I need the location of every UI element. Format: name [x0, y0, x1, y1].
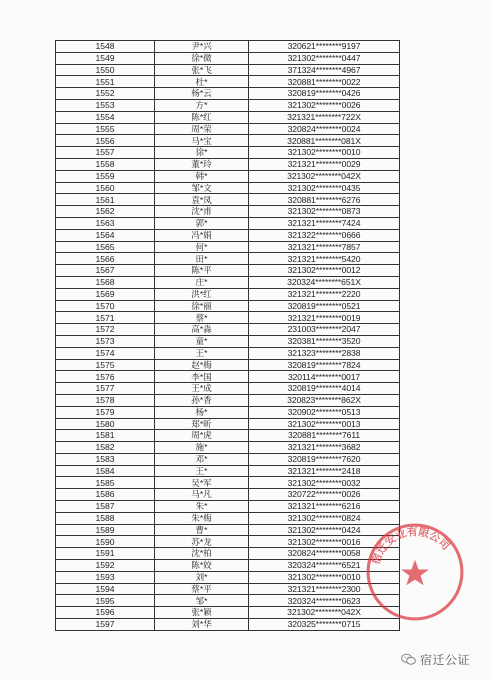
- row-name: 施*: [155, 442, 249, 454]
- table-row: [56, 536, 400, 548]
- table-row: [56, 548, 400, 560]
- row-number: 1596: [56, 607, 155, 619]
- row-id-number: 231003********2047: [249, 324, 400, 336]
- row-id-number: 320824********0024: [249, 123, 400, 135]
- row-id-number: 321321********2418: [249, 465, 400, 477]
- roster-table: [55, 40, 400, 631]
- table-row: [56, 418, 400, 430]
- row-id-number: 321321********2300: [249, 583, 400, 595]
- row-name: 田*: [155, 253, 249, 265]
- row-name: 徐*丽: [155, 300, 249, 312]
- row-id-number: 320823********862X: [249, 394, 400, 406]
- watermark: [401, 650, 470, 668]
- row-name: 王*成: [155, 383, 249, 395]
- row-id-number: 321321********7424: [249, 217, 400, 229]
- row-id-number: 320324********0623: [249, 595, 400, 607]
- row-number: 1551: [56, 76, 155, 88]
- row-number: 1597: [56, 619, 155, 631]
- row-id-number: 321302********0012: [249, 265, 400, 277]
- table-row: [56, 442, 400, 454]
- table-row: [56, 206, 400, 218]
- row-name: 郭*: [155, 217, 249, 229]
- row-name: 陈*姣: [155, 560, 249, 572]
- row-id-number: 320325********0715: [249, 619, 400, 631]
- row-name: 高*淼: [155, 324, 249, 336]
- row-name: 李*国: [155, 371, 249, 383]
- row-number: 1554: [56, 111, 155, 123]
- table-row: [56, 359, 400, 371]
- table-row: [56, 347, 400, 359]
- table-row: [56, 288, 400, 300]
- row-id-number: 320324********651X: [249, 276, 400, 288]
- table-row: [56, 241, 400, 253]
- row-id-number: 320381********3520: [249, 335, 400, 347]
- row-name: 何*: [155, 241, 249, 253]
- row-number: 1588: [56, 512, 155, 524]
- row-name: 曹*: [155, 524, 249, 536]
- table-row: [56, 135, 400, 147]
- row-number: 1572: [56, 324, 155, 336]
- row-id-number: 321321********6216: [249, 501, 400, 513]
- table-row: [56, 607, 400, 619]
- row-id-number: 320819********7620: [249, 453, 400, 465]
- table-row: [56, 501, 400, 513]
- row-name: 张*飞: [155, 64, 249, 76]
- row-name: 赵*梅: [155, 359, 249, 371]
- row-id-number: 371324********4967: [249, 64, 400, 76]
- row-id-number: 321302********0016: [249, 536, 400, 548]
- row-name: 张*颖: [155, 607, 249, 619]
- row-name: 陈*红: [155, 111, 249, 123]
- row-name: 庄*: [155, 276, 249, 288]
- table-row: [56, 88, 400, 100]
- table-row: [56, 147, 400, 159]
- table-row: [56, 170, 400, 182]
- row-id-number: 321302********0013: [249, 418, 400, 430]
- row-number: 1553: [56, 99, 155, 111]
- row-number: 1565: [56, 241, 155, 253]
- row-id-number: 320824********0058: [249, 548, 400, 560]
- row-number: 1569: [56, 288, 155, 300]
- table-row: [56, 324, 400, 336]
- row-number: 1549: [56, 52, 155, 64]
- table-row: [56, 52, 400, 64]
- row-number: 1578: [56, 394, 155, 406]
- row-id-number: 321321********2220: [249, 288, 400, 300]
- row-id-number: 321302********0032: [249, 477, 400, 489]
- row-number: 1558: [56, 158, 155, 170]
- row-number: 1595: [56, 595, 155, 607]
- row-number: 1576: [56, 371, 155, 383]
- row-name: 周*虎: [155, 430, 249, 442]
- row-number: 1561: [56, 194, 155, 206]
- row-number: 1583: [56, 453, 155, 465]
- table-row: [56, 64, 400, 76]
- row-name: 吴*军: [155, 477, 249, 489]
- table-row: [56, 383, 400, 395]
- row-name: 王*: [155, 347, 249, 359]
- row-name: 杨*: [155, 406, 249, 418]
- row-name: 尹*兴: [155, 41, 249, 53]
- row-id-number: 320881********081X: [249, 135, 400, 147]
- table-row: [56, 512, 400, 524]
- table-row: [56, 182, 400, 194]
- row-id-number: 321323********2838: [249, 347, 400, 359]
- row-id-number: 320621********9197: [249, 41, 400, 53]
- row-name: 杨*云: [155, 88, 249, 100]
- table-row: [56, 583, 400, 595]
- seal-text: 宿迁安业有限公司: [369, 525, 453, 567]
- watermark-label: 宿迁公证: [420, 652, 471, 667]
- row-name: 沈*甫: [155, 206, 249, 218]
- row-number: 1552: [56, 88, 155, 100]
- row-name: 马*凡: [155, 489, 249, 501]
- row-id-number: 321302********0010: [249, 147, 400, 159]
- row-id-number: 321321********0029: [249, 158, 400, 170]
- row-name: 徐*: [155, 147, 249, 159]
- row-name: 袁*凤: [155, 194, 249, 206]
- row-number: 1591: [56, 548, 155, 560]
- table-row: [56, 406, 400, 418]
- row-id-number: 320819********4014: [249, 383, 400, 395]
- row-number: 1566: [56, 253, 155, 265]
- row-name: 刘*华: [155, 619, 249, 631]
- table-row: [56, 619, 400, 631]
- row-name: 韩*: [155, 170, 249, 182]
- row-id-number: 321322********0666: [249, 229, 400, 241]
- row-name: 郑*昕: [155, 418, 249, 430]
- row-id-number: 321302********0824: [249, 512, 400, 524]
- row-name: 蔡*: [155, 312, 249, 324]
- row-number: 1562: [56, 206, 155, 218]
- row-id-number: 320324********6521: [249, 560, 400, 572]
- row-id-number: 321302********0424: [249, 524, 400, 536]
- row-number: 1564: [56, 229, 155, 241]
- table-row: [56, 571, 400, 583]
- table-row: [56, 465, 400, 477]
- row-number: 1577: [56, 383, 155, 395]
- row-number: 1568: [56, 276, 155, 288]
- row-number: 1550: [56, 64, 155, 76]
- row-id-number: 321302********042X: [249, 607, 400, 619]
- row-number: 1586: [56, 489, 155, 501]
- table-row: [56, 430, 400, 442]
- row-number: 1587: [56, 501, 155, 513]
- row-number: 1590: [56, 536, 155, 548]
- row-name: 董*玲: [155, 158, 249, 170]
- row-name: 童*: [155, 335, 249, 347]
- row-number: 1594: [56, 583, 155, 595]
- row-number: 1585: [56, 477, 155, 489]
- row-name: 马*宝: [155, 135, 249, 147]
- table-row: [56, 453, 400, 465]
- table-row: [56, 217, 400, 229]
- row-id-number: 321302********0026: [249, 99, 400, 111]
- row-number: 1579: [56, 406, 155, 418]
- row-id-number: 320114********0017: [249, 371, 400, 383]
- row-number: 1563: [56, 217, 155, 229]
- row-name: 苏*龙: [155, 536, 249, 548]
- row-number: 1574: [56, 347, 155, 359]
- wechat-icon: [401, 653, 416, 666]
- row-number: 1593: [56, 571, 155, 583]
- table-row: [56, 41, 400, 53]
- row-id-number: 321321********5420: [249, 253, 400, 265]
- row-id-number: 320881********6276: [249, 194, 400, 206]
- roster-body: [56, 41, 400, 631]
- table-row: [56, 371, 400, 383]
- row-name: 洪*红: [155, 288, 249, 300]
- row-id-number: 320881********7611: [249, 430, 400, 442]
- row-number: 1584: [56, 465, 155, 477]
- table-row: [56, 394, 400, 406]
- table-row: [56, 595, 400, 607]
- star-icon: [401, 560, 429, 586]
- row-number: 1570: [56, 300, 155, 312]
- row-id-number: 321302********0435: [249, 182, 400, 194]
- company-seal: [364, 521, 466, 623]
- row-id-number: 321321********0019: [249, 312, 400, 324]
- table-row: [56, 76, 400, 88]
- row-id-number: 321321********3682: [249, 442, 400, 454]
- row-name: 冯*娟: [155, 229, 249, 241]
- row-name: 徐*微: [155, 52, 249, 64]
- row-name: 朱*: [155, 501, 249, 513]
- row-number: 1592: [56, 560, 155, 572]
- row-id-number: 320819********7824: [249, 359, 400, 371]
- row-number: 1575: [56, 359, 155, 371]
- table-row: [56, 229, 400, 241]
- row-number: 1548: [56, 41, 155, 53]
- table-row: [56, 253, 400, 265]
- row-name: 王*: [155, 465, 249, 477]
- table-row: [56, 489, 400, 501]
- row-id-number: 321302********0010: [249, 571, 400, 583]
- table-row: [56, 335, 400, 347]
- row-name: 邹*: [155, 595, 249, 607]
- row-name: 杜*: [155, 76, 249, 88]
- row-name: 周*荣: [155, 123, 249, 135]
- row-name: 刘*: [155, 571, 249, 583]
- table-row: [56, 111, 400, 123]
- row-id-number: 320902********0513: [249, 406, 400, 418]
- row-id-number: 320722********0026: [249, 489, 400, 501]
- table-row: [56, 265, 400, 277]
- row-id-number: 320819********0521: [249, 300, 400, 312]
- row-name: 朱*梅: [155, 512, 249, 524]
- row-id-number: 320881********0022: [249, 76, 400, 88]
- row-number: 1571: [56, 312, 155, 324]
- row-number: 1589: [56, 524, 155, 536]
- row-name: 邹*文: [155, 182, 249, 194]
- table-row: [56, 477, 400, 489]
- row-id-number: 321302********0447: [249, 52, 400, 64]
- row-name: 孙*香: [155, 394, 249, 406]
- table-row: [56, 312, 400, 324]
- row-number: 1573: [56, 335, 155, 347]
- row-number: 1582: [56, 442, 155, 454]
- row-number: 1580: [56, 418, 155, 430]
- table-row: [56, 276, 400, 288]
- row-number: 1567: [56, 265, 155, 277]
- row-id-number: 321321********7857: [249, 241, 400, 253]
- row-id-number: 321302********0873: [249, 206, 400, 218]
- row-number: 1557: [56, 147, 155, 159]
- row-id-number: 320819********0426: [249, 88, 400, 100]
- row-number: 1555: [56, 123, 155, 135]
- table-row: [56, 300, 400, 312]
- row-number: 1560: [56, 182, 155, 194]
- table-row: [56, 524, 400, 536]
- row-name: 邓*: [155, 453, 249, 465]
- table-row: [56, 560, 400, 572]
- table-row: [56, 158, 400, 170]
- row-name: 蔡*平: [155, 583, 249, 595]
- row-number: 1581: [56, 430, 155, 442]
- row-number: 1559: [56, 170, 155, 182]
- row-id-number: 321302********042X: [249, 170, 400, 182]
- row-name: 沈*柏: [155, 548, 249, 560]
- table-row: [56, 99, 400, 111]
- row-id-number: 321321********722X: [249, 111, 400, 123]
- row-name: 陈*平: [155, 265, 249, 277]
- table-row: [56, 194, 400, 206]
- row-number: 1556: [56, 135, 155, 147]
- row-name: 方*: [155, 99, 249, 111]
- table-row: [56, 123, 400, 135]
